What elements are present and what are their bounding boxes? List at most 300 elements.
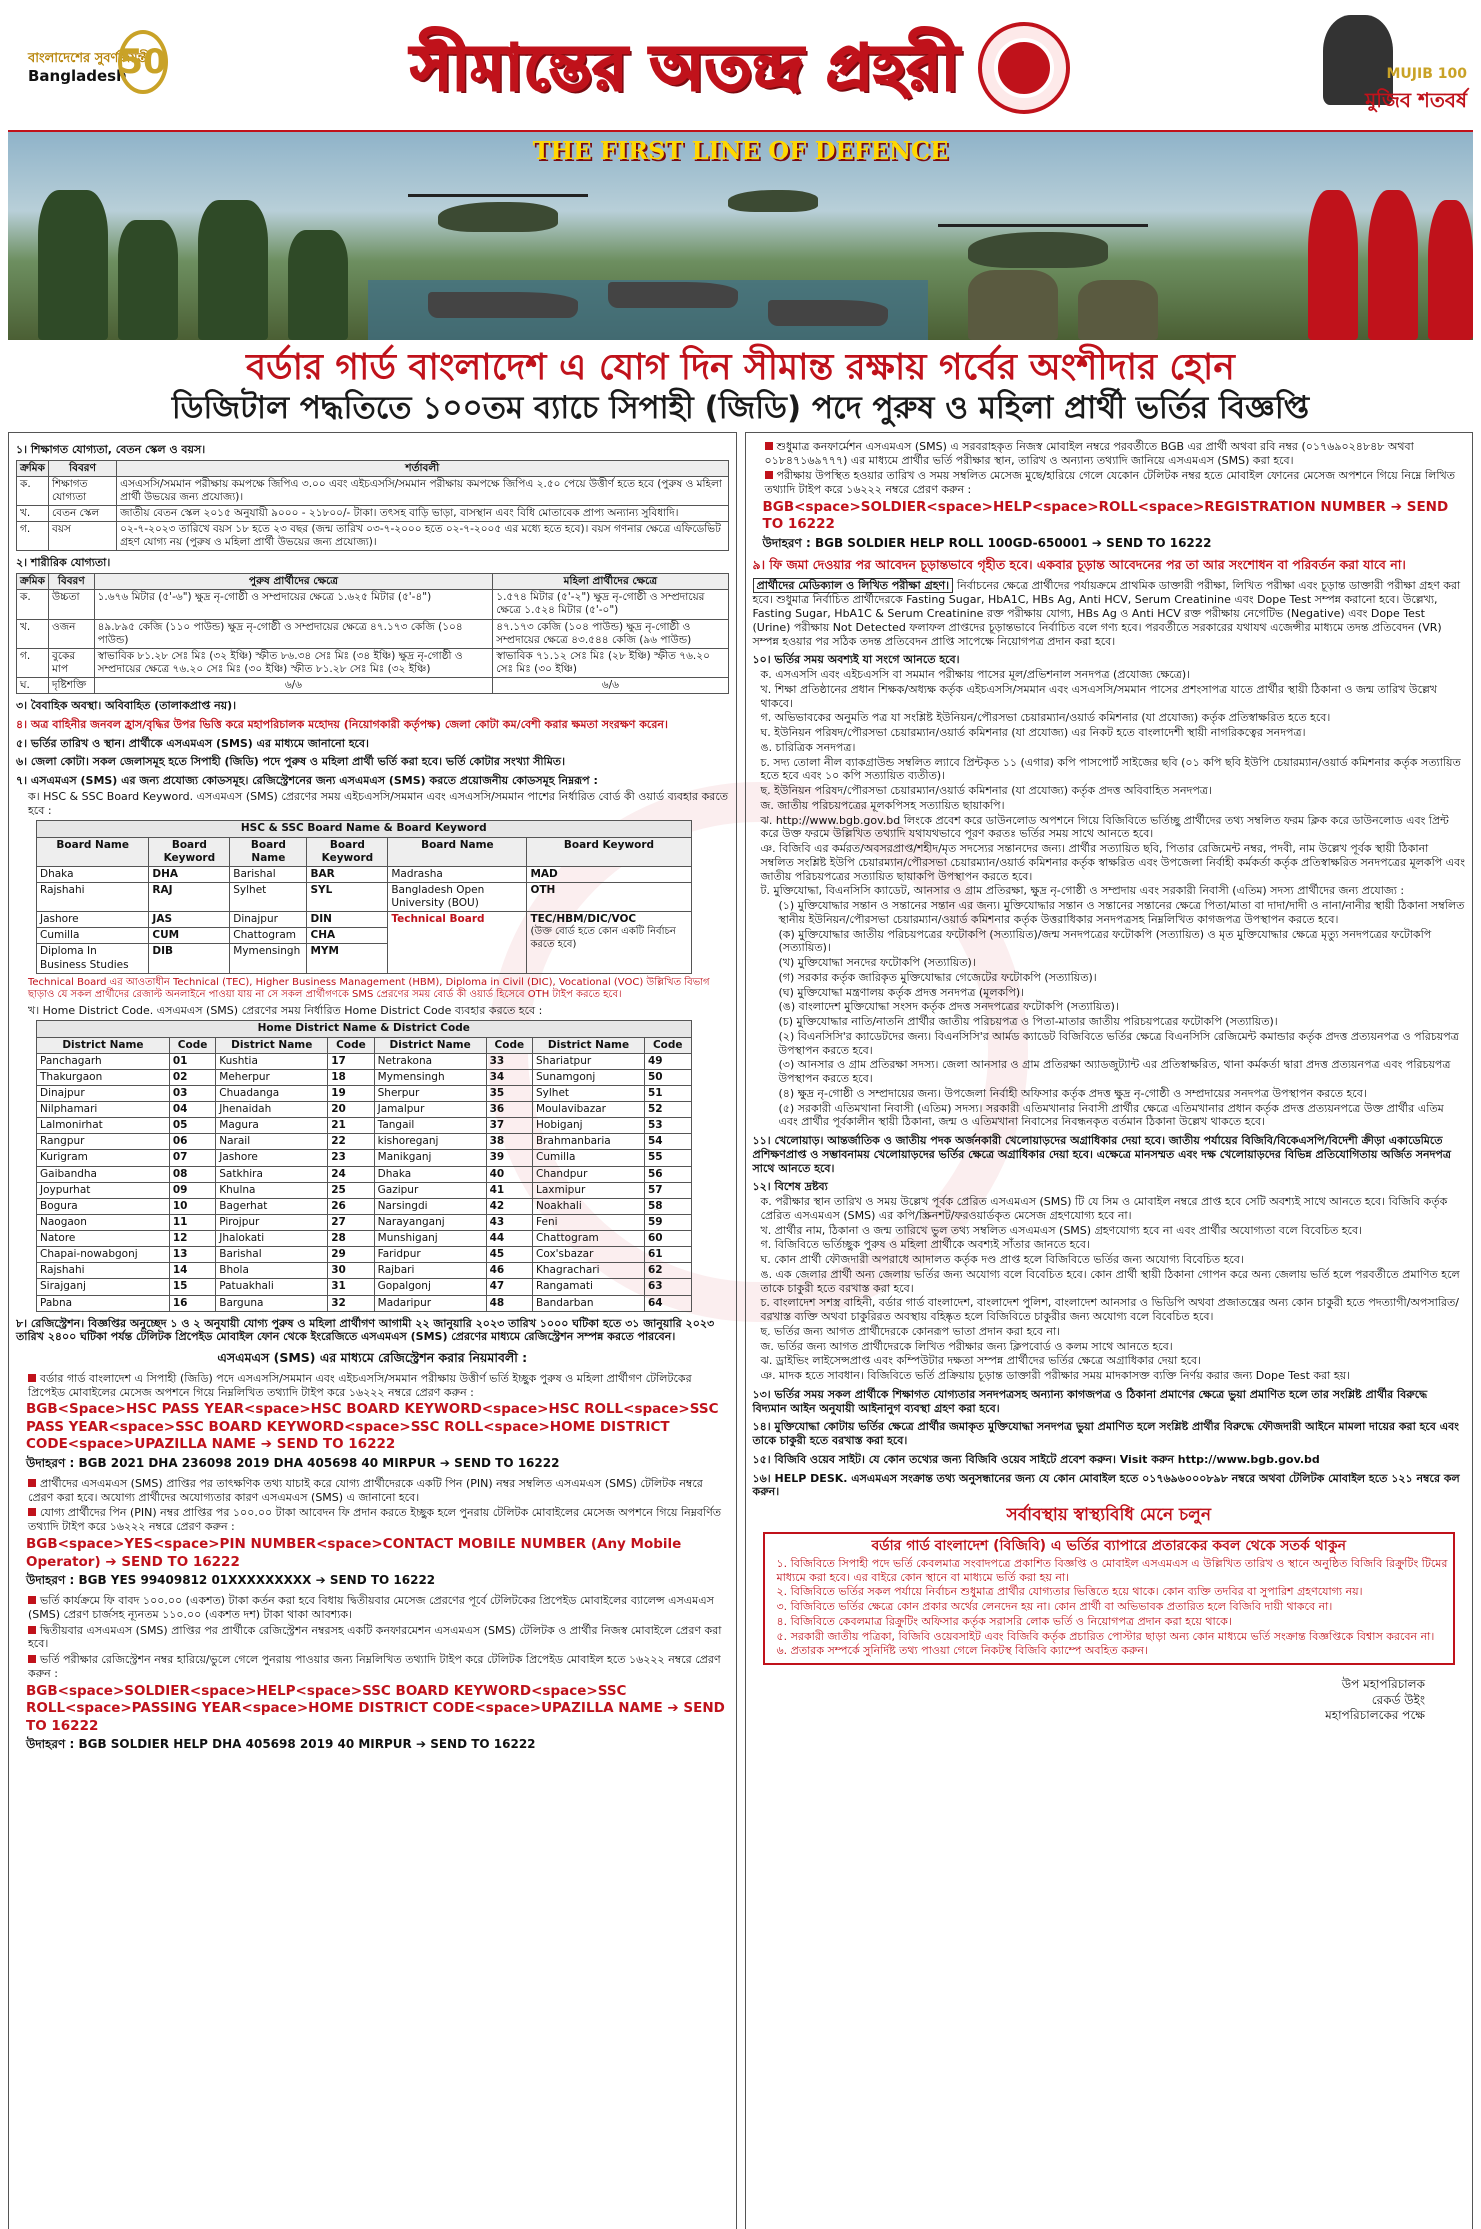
list-item: ছ. ভর্তির জন্য আগত প্রার্থীদেরকে কোনরূপ ভাতা প্রদান করা হবে না। — [760, 1324, 1061, 1338]
list-item: ঙ. এক জেলার প্রার্থী অন্য জেলায় ভর্তির জন্য অযোগ্য বলে বিবেচিত হবে। কোন প্রার্থী স্থায়ী ঠিকানা গোপন করে অন্য জেলায় ভর্তি হলে পরবর্তীতে প্রমাণিত হলে তাকে চাকুরী হতে বরখাস্ত করা হবে। — [760, 1267, 1460, 1295]
table-cell: Moulavibazar — [533, 1102, 645, 1118]
table-header: Code — [328, 1037, 374, 1053]
table-cell: Cumilla — [533, 1150, 645, 1166]
headline-join: বর্ডার গার্ড বাংলাদেশ এ যোগ দিন সীমান্ত রক্ষায় গর্বের অংশীদার হোন — [246, 347, 1235, 388]
list-item: (১) মুক্তিযোদ্ধার সন্তান ও সন্তানের সন্তান এর জন্য। মুক্তিযোদ্ধার সন্তান ও সন্তানের সন্তানের ক্ষেত্রে পিতা/মাতা বা দাদা/দাদী ও নানা/নানীর স্থায়ী ঠিকানা সম্বলিত স্থানীয় ইউনিয়ন/পৌরসভা চেয়ারম্যান/ওয়ার্ড কমিশনার কর্তৃক উত্তরাধিকার সনদপত্রসহ নিম্নলিখিত কাগজপত্র উপস্থাপন করতে হবে। — [778, 899, 1465, 926]
table-cell: 07 — [169, 1150, 215, 1166]
table-cell: Tangail — [374, 1118, 486, 1134]
table-cell: 56 — [644, 1166, 691, 1182]
table-cell: Jashore — [37, 912, 149, 928]
table-cell: স্বাভাবিক ৭১.১২ সেঃ মিঃ (২৮ ইঞ্চি) স্ফীত ৭৬.২০ সেঃ মিঃ (৩০ ইঞ্চি) — [493, 648, 728, 677]
physical-table — [16, 573, 729, 694]
rotor-icon — [408, 194, 588, 197]
table-cell: DIN — [307, 912, 388, 928]
table-header: District Name — [37, 1037, 170, 1053]
table-cell: খ. — [17, 506, 49, 522]
title-wrap — [158, 22, 1323, 114]
table-cell: Diploma In Business Studies — [37, 944, 149, 973]
table-cell: Netrakona — [374, 1053, 486, 1069]
warning-item: ৪. বিজিবিতে কেবলমাত্র রিক্রুটিং অফিসার কর্তৃক সরাসরি লোক ভর্তি ও নিয়োগপত্র প্রদান করা হয়ে থাকে। — [776, 1614, 1232, 1628]
list-item: ক. পরীক্ষার স্থান তারিখ ও সময় উল্লেখ পূর্বক প্রেরিত এসএমএস (SMS) টি যে সিম ও মোবাইল নম্বরে প্রাপ্ত হবে সেটি অবশ্যই সাথে আনতে হবে। বিজিবি কর্তৃক প্রেরিত এসএমএস (SMS) এর কপি/স্ক্রিনশট/ফরওয়ার্ডকৃত মেসেজ গ্রহণযোগ্য হবে না। — [760, 1195, 1448, 1222]
table-cell: 01 — [169, 1053, 215, 1069]
section-14: ১৪। মুক্তিযোদ্ধা কোটায় ভর্তির ক্ষেত্রে প্রার্থীর জমাকৃত মুক্তিযোদ্ধা সনদপত্র ভুয়া প্রমাণিত হলে সংশ্লিষ্ট প্রার্থীর বিরুদ্ধে ফৌজদারী আইনে মামলা দায়ের করা হবে এবং তাকে চাকুরী হতে বরখাস্ত করা হবে। — [752, 1420, 1459, 1448]
table-cell: Magura — [216, 1118, 328, 1134]
rule-text: পরীক্ষায় উপস্থিত হওয়ার তারিখ ও সময় সম্বলিত মেসেজ মুছে/হারিয়ে গেলে যেকোন টেলিটক নম্বর হতে মোবাইল ফোনের মেসেজ অপশনে গিয়ে নিম্নে লিখিত তথ্যাদি টাইপ করে ১৬২২২ নম্বরে প্রেরণ করুন : — [764, 469, 1455, 497]
rule-text: বর্ডার গার্ড বাংলাদেশ এ সিপাহী (জিডি) পদে এসএসসি/সমমান এবং এইচএসসি/সমমান পরীক্ষায় উত্তীর্ণ ভর্তি ইচ্ছুক পুরুষ ও মহিলা প্রার্থীগণ টেলিটকের প্রিপেইড মোবাইলের মেসেজ অপশনে গিয়ে নিম্নলিখিত তথ্যাদি টাইপ করে ১৬২২২ নম্বরে প্রেরণ করুন : — [28, 1371, 692, 1399]
table-cell: 50 — [644, 1069, 691, 1085]
table-cell: ৬/৬ — [94, 678, 493, 694]
table-cell: 25 — [328, 1182, 374, 1198]
list-item: (ঘ) মুক্তিযোদ্ধা মন্ত্রণালয় কর্তৃক প্রদত্ত সনদপত্র (মূলকপি)। — [778, 985, 1025, 999]
list-item: জ. ভর্তির জন্য আগত প্রার্থীদেরকে লিখিত পরীক্ষার জন্য ক্লিপবোর্ড ও কলম সাথে আনতে হবে। — [760, 1339, 1173, 1353]
table-cell: 49 — [644, 1053, 691, 1069]
rule-text: ভর্তি পরীক্ষার রেজিস্ট্রেশন নম্বর হারিয়ে/ভুলে গেলে পুনরায় পাওয়ার জন্য নিম্নলিখিত তথ্যাদি টাইপ করে টেলিটক প্রিপেইড মোবাইল হতে ১৬২২২ নম্বরে প্রেরণ করুন : — [28, 1653, 721, 1680]
rule-text: ভর্তি কার্যক্রমে ফি বাবদ ১০০.০০ (একশত) টাকা কর্তন করা হবে বিধায় দ্বিতীয়বার মেসেজ প্রেরণের পূর্বে টেলিটকের প্রিপেইড মোবাইলের ব্যালেন্স এসএমএস (SMS) প্রেরণ চার্জসহ ন্যূনতম ১১০.০০ (একশত দশ) টাকা থাকা আবশ্যক। — [28, 1594, 714, 1621]
list-item: ঘ. কোন প্রার্থী ফৌজদারী অপরাধে আদালত কর্তৃক দণ্ড প্রাপ্ত হলে বিজিবিতে ভর্তির জন্য অযোগ্য বিবেচিত হবে। — [760, 1253, 1244, 1267]
table-row — [37, 1166, 692, 1182]
table-cell: Patuakhali — [216, 1279, 328, 1295]
fifty-badge: 50 — [118, 30, 168, 94]
section-7: ৭। এসএমএস (SMS) এর জন্য প্রযোজ্য কোডসমূহ। রেজিস্ট্রেশনের জন্য এসএমএস (SMS) করতে প্রয়োজনীয় কোডসমূহ নিম্নরূপ : — [16, 774, 598, 788]
list-item: খ. শিক্ষা প্রতিষ্ঠানের প্রধান শিক্ষক/অধ্যক্ষ কর্তৃক এইচএসসি/সমমান এবং এসএসসি/সমমান পাসের প্রশংসাপত্র যাতে প্রার্থীর স্থায়ী ঠিকানা ও জন্ম তারিখ উল্লেখ থাকবে। — [760, 682, 1438, 710]
headline-circular: ডিজিটাল পদ্ধতিতে ১০০তম ব্যাচে সিপাহী (জিডি) পদে পুরুষ ও মহিলা প্রার্থী ভর্তির বিজ্ঞপ্তি — [171, 390, 1310, 427]
table-cell: 21 — [328, 1118, 374, 1134]
list-item: ঘ. ইউনিয়ন পরিষদ/পৌরসভা চেয়ারম্যান/ওয়ার্ড কমিশনার (যা প্রযোজ্য) এর নিকট হতে বাংলাদেশী স্থায়ী নাগরিকত্বের সনদপত্র। — [760, 726, 1306, 740]
table-cell: ১.৫৭৪ মিটার (৫'-২") ক্ষুদ্র নৃ-গোষ্ঠী ও সম্প্রদায়ের ক্ষেত্রে ১.৫২৪ মিটার (৫'-০") — [493, 590, 728, 619]
table-cell: 48 — [486, 1295, 532, 1311]
mujib-label: মুজিব শতবর্ষ — [1365, 88, 1467, 112]
qualification-table — [16, 460, 729, 552]
table-cell: 36 — [486, 1102, 532, 1118]
table-cell: 31 — [328, 1279, 374, 1295]
table-header: বিবরণ — [48, 460, 116, 476]
section-4: ৪। অত্র বাহিনীর জনবল হ্রাস/বৃদ্ধির উপর ভিত্তি করে মহাপরিচালক মহোদয় (নিয়োগকারী কর্তৃপক্ষ) জেলা কোটা কম/বেশী করার ক্ষমতা সংরক্ষণ করেন। — [16, 717, 668, 731]
section-11: ১১। খেলোয়াড়। আন্তর্জাতিক ও জাতীয় পদক অর্জনকারী খেলোয়াড়দের অগ্রাধিকার দেয়া হবে। জাতীয় পর্যায়ের বিজিবি/বিকেএসপি/বিদেশী ক্রীড়া একাডেমিতে প্রশিক্ষণপ্রাপ্ত ও সম্ভাবনাময় খেলোয়াড়দের ভর্তির ক্ষেত্রে অগ্রাধিকার দেয়া হবে। এক্ষেত্রে মানসম্মত এবং দক্ষ খেলোয়াড়দের বিভিন্ন প্রতিযোগিতায় অর্জিত সনদপত্র সাথে আনতে হবে। — [752, 1134, 1451, 1175]
table-cell: 51 — [644, 1085, 691, 1101]
list-item: চ. বাংলাদেশ সশস্ত্র বাহিনী, বর্ডার গার্ড বাংলাদেশ, বাংলাদেশ পুলিশ, বাংলাদেশ আনসার ও ভিডিপি অথবা প্রজাতন্ত্রের অন্য কোন চাকুরী হতে পদত্যাগী/অপসারিত/বরখাস্ত ব্যক্তি অথবা চাকুরিরত অবস্থায় বহিষ্কৃত হলে বিজিবিতে চাকুরীর জন্য অযোগ্য বলে বিবেচিত হবে। — [760, 1296, 1459, 1324]
table-cell: বুকের মাপ — [48, 648, 94, 677]
section-7a: ক। HSC & SSC Board Keyword. এসএমএস (SMS) প্রেরণের সময় এইচএসসি/সমমান এবং এসএসসি/সমমান পাশের নির্ধারিত বোর্ড কী ওয়ার্ড ব্যবহার করতে হবে : — [28, 789, 728, 817]
page-title: সীমান্তের অতন্দ্র প্রহরী — [410, 31, 961, 105]
table-header: Board Name — [388, 837, 527, 866]
table-cell: Noakhali — [533, 1198, 645, 1214]
tech-keyword: TEC/HBM/DIC/VOC — [530, 913, 637, 926]
table-cell: ৪৯.৮৯৫ কেজি (১১০ পাউন্ড) ক্ষুদ্র নৃ-গোষ্ঠী ও সম্প্রদায়ের ক্ষেত্রে ৪৭.১৭৩ কেজি (১০৪ পাউন্ড) — [94, 619, 493, 648]
table-cell: BAR — [307, 866, 388, 882]
patrol-boat-icon — [608, 282, 738, 308]
board-table-title: HSC & SSC Board Name & Board Keyword — [37, 821, 692, 837]
table-row — [37, 1263, 692, 1279]
table-cell: 19 — [328, 1085, 374, 1101]
table-cell: Narsingdi — [374, 1198, 486, 1214]
table-cell: Barishal — [230, 866, 307, 882]
table-cell: Shariatpur — [533, 1053, 645, 1069]
list-item: (৩) আনসার ও গ্রাম প্রতিরক্ষা সদস্য। জেলা আনসার ও গ্রাম প্রতিরক্ষা অ্যাডজুট্যান্ট এর প্রতিস্বাক্ষরিত, থানা কর্মকর্তা দ্বারা প্রদত্ত প্রত্যয়নপত্র এবং পরিচয়পত্র উপস্থাপন করতে হবে। — [778, 1058, 1451, 1086]
list-item: জ. জাতীয় পরিচয়পত্রের মূলকপিসহ সত্যায়িত ছায়াকপি। — [760, 798, 1005, 812]
table-cell: 55 — [644, 1150, 691, 1166]
section-15: ১৫। বিজিবি ওয়েব সাইট। যে কোন তথ্যের জন্য বিজিবি ওয়েব সাইটে প্রবেশ করুন। Visit করুন http://www.bgb.gov.bd — [752, 1452, 1320, 1466]
rule-text: প্রার্থীদের এসএমএস (SMS) প্রাপ্তির পর তাৎক্ষণিক তথ্য যাচাই করে যোগ্য প্রার্থীদেরকে একটি পিন (PIN) নম্বর সম্বলিত এসএমএস (SMS) টেলিটক নম্বরে প্রেরণ করা হবে। অযোগ্য প্রার্থীদের অযোগ্যতার কারণ এসএমএস (SMS) এ জানানো হবে। — [28, 1476, 703, 1504]
notice-body — [8, 432, 1473, 2229]
table-row — [37, 1295, 692, 1311]
sms-example-help: উদাহরণ : BGB SOLDIER HELP DHA 405698 2019 40 MIRPUR ➔ SEND TO 16222 — [26, 1737, 536, 1752]
header — [8, 6, 1473, 130]
table-cell: Barguna — [216, 1295, 328, 1311]
soldier-icon — [38, 190, 108, 340]
rule-1 — [28, 1372, 729, 1400]
table-header: ক্রমিক — [17, 460, 49, 476]
table-cell: Laxmipur — [533, 1182, 645, 1198]
table-header: District Name — [374, 1037, 486, 1053]
table-cell: Chattogram — [533, 1231, 645, 1247]
table-header: পুরুষ প্রার্থীদের ক্ষেত্রে — [94, 574, 493, 590]
table-cell: Gaibandha — [37, 1166, 170, 1182]
table-cell: Madrasha — [388, 866, 527, 882]
table-cell: Barishal — [216, 1247, 328, 1263]
table-cell: 43 — [486, 1214, 532, 1230]
table-cell: 30 — [328, 1263, 374, 1279]
section-5: ৫। ভর্তির তারিখ ও স্থান। প্রার্থীকে এসএমএস (SMS) এর মাধ্যমে জানানো হবে। — [16, 736, 369, 750]
table-cell: 15 — [169, 1279, 215, 1295]
table-cell: 46 — [486, 1263, 532, 1279]
table-cell: Bogura — [37, 1198, 170, 1214]
list-item: ঙ. চারিত্রিক সনদপত্র। — [760, 740, 856, 754]
table-cell: 52 — [644, 1102, 691, 1118]
table-cell: 62 — [644, 1263, 691, 1279]
warning-item: ১. বিজিবিতে সিপাহী পদে ভর্তি কেবলমাত্র সংবাদপত্রে প্রকাশিত বিজ্ঞপ্তি ও মোবাইল এসএমএস এ উল্লিখিত তারিখ ও স্থানে অনুষ্ঠিত বিজিবি রিক্রুটিং টিমের মাধ্যমে করা হবে। এর বাইরে কোন স্থানে বা মাধ্যমে ভর্তি করা হয় না। — [776, 1556, 1448, 1584]
table-cell: 40 — [486, 1166, 532, 1182]
table-cell: Dinajpur — [37, 1085, 170, 1101]
table-row — [37, 1069, 692, 1085]
section-6: ৬। জেলা কোটা। সকল জেলাসমূহ হতে সিপাহী (জিডি) পদে পুরুষ ও মহিলা প্রার্থী ভর্তি করা হবে। ভর্তি কোটার সংখ্যা সীমিত। — [16, 755, 565, 769]
signature-wing: রেকর্ড উইং — [1371, 1692, 1425, 1707]
table-cell: Bhola — [216, 1263, 328, 1279]
mujib-logo — [1323, 13, 1473, 123]
table-cell: 53 — [644, 1118, 691, 1134]
table-cell: Feni — [533, 1214, 645, 1230]
warning-item: ২. বিজিবিতে ভর্তির সকল পর্যায়ে নির্বাচন শুধুমাত্র প্রার্থীর যোগ্যতার ভিত্তিতে হয়ে থাকে। কোন ব্যক্তি তদবির বা সুপারিশ গ্রহণযোগ্য নয়। — [776, 1585, 1363, 1599]
rotor-icon — [938, 224, 1148, 227]
table-cell: ক. — [17, 590, 49, 619]
table-cell: Mymensingh — [230, 944, 307, 973]
table-cell: Gazipur — [374, 1182, 486, 1198]
table-cell: 37 — [486, 1118, 532, 1134]
table-cell: Natore — [37, 1231, 170, 1247]
table-cell: খ. — [17, 619, 49, 648]
table-cell: ৪৭.১৭৩ কেজি (১০৪ পাউন্ড) ক্ষুদ্র নৃ-গোষ্ঠী ও সম্প্রদায়ের ক্ষেত্রে ৪৩.৫৪৪ কেজি (৯৬ পাউন্ড) — [493, 619, 728, 648]
table-cell: 28 — [328, 1231, 374, 1247]
table-cell: Joypurhat — [37, 1182, 170, 1198]
table-cell: CHA — [307, 928, 388, 944]
rule-5 — [28, 1624, 729, 1652]
table-cell: Sylhet — [533, 1085, 645, 1101]
table-cell: 60 — [644, 1231, 691, 1247]
technical-board-note: Technical Board এর আওতাধীন Technical (TEC), Higher Business Management (HBM), Diploma in Civil (DIC), Vocational (VOC) উল্লিখিত বিভাগ ছাড়াও যে সকল প্রার্থীদের রেজাল্ট অনলাইনে পাওয়া যায় না সে সকল প্রার্থীগণকে SMS প্রেরণের সময় বোর্ড কী ওয়ার্ড হিসেবে OTH টাইপ করতে হবে। — [28, 976, 710, 1001]
table-row — [17, 476, 729, 505]
table-cell: স্বাভাবিক ৮১.২৮ সেঃ মিঃ (৩২ ইঞ্চি) স্ফীত ৮৬.৩৪ সেঃ মিঃ (৩৪ ইঞ্চি) ক্ষুদ্র নৃ-গোষ্ঠী ও সম্প্রদায়ের ক্ষেত্রে ৭৬.২০ সেঃ মিঃ (৩০ ইঞ্চি) স্ফীত ৮১.২৮ সেঃ মিঃ (৩২ ইঞ্চি) — [94, 648, 493, 677]
table-cell: এসএসসি/সমমান পরীক্ষায় কমপক্ষে জিপিএ ৩.০০ এবং এইচএসসি/সমমান পরীক্ষায় কমপক্ষে জিপিএ ২.৫০ পেয়ে উত্তীর্ণ হতে হবে (পুরুষ ও মহিলা প্রার্থী উভয়ের জন্য প্রযোজ্য)। — [117, 476, 728, 505]
table-cell: 18 — [328, 1069, 374, 1085]
table-cell: Rangpur — [37, 1134, 170, 1150]
table-cell: SYL — [307, 882, 388, 911]
table-cell: Gopalgonj — [374, 1279, 486, 1295]
vehicle-icon — [1078, 280, 1158, 340]
signature-title: উপ মহাপরিচালক — [1341, 1677, 1425, 1692]
table-cell: 04 — [169, 1102, 215, 1118]
medical-text: নির্বাচনের ক্ষেত্রে প্রার্থীদের পর্যায়ক্রমে প্রাথমিক ডাক্তারী পরীক্ষা, লিখিত পরীক্ষা এবং চূড়ান্ত ডাক্তারী পরীক্ষা গ্রহণ করা হবে। শুধুমাত্র নির্বাচিত প্রার্থীদেরকে Fasting Sugar, HbA1C, HBs Ag, Anti HCV, Serum Creatinine এবং Dope Test সম্পন্ন করানো হবে। উল্লেখ্য, Fasting Sugar, HbA1C & Serum Creatinine রক্ত পরীক্ষায় যোগ্য, HBs Ag ও Anti HCV রক্ত পরীক্ষায় নেগেটিভ (Negative) এবং Dope Test (Urine) পরীক্ষায় Not Detected ফলাফল প্রাপ্তদের চূড়ান্তভাবে নির্বাচিত বলে গণ্য হবে। পরবর্তীতে সরকারের যথাযথ এজেন্সীর মাধ্যমে তদন্ত প্রতিবেদন (VR) সম্পন্ন হওয়ার পর সঠিক তদন্ত প্রতিবেদন প্রাপ্তি সাপেক্ষে নিয়োগপত্র প্রদান করা হবে। — [752, 578, 1461, 648]
list-item: ছ. ইউনিয়ন পরিষদ/পৌরসভা চেয়ারম্যান/ওয়ার্ড কমিশনার (যা প্রযোজ্য) কর্তৃক প্রদত্ত অবিবাহিত সনদপত্র। — [760, 784, 1212, 798]
table-cell: Meherpur — [216, 1069, 328, 1085]
patrol-boat-icon — [768, 300, 888, 326]
table-cell: 23 — [328, 1150, 374, 1166]
table-cell: Cumilla — [37, 928, 149, 944]
tech-note-small: (উক্ত বোর্ড হতে কোন একটি নির্বাচন করতে হবে) — [530, 926, 676, 950]
list-item: ঞ. বিজিবি এর কর্মরত/অবসরপ্রাপ্ত/শহীদ/মৃত সদস্যের সন্তানদের জন্য। প্রার্থীর সত্যায়িত ছবি, পিতার রেজিমেন্ট নম্বর, পদবী, নাম উল্লেখ পূর্বক স্থায়ী ঠিকানা সম্বলিত সংশ্লিষ্ট ইউপি চেয়ারম্যান/পৌরসভা চেয়ারম্যান/ওয়ার্ড কমিশনার কর্তৃক স্বাক্ষরিত এবং উপজেলা নির্বাহী কর্মকর্তা কর্তৃক প্রতিস্বাক্ষরিত সনদপত্রের মূলকপি এবং জাতীয় পরিচয়পত্রের সত্যায়িত ছায়াকপি উপস্থাপন করতে হবে। — [760, 842, 1465, 883]
warning-item: ৩. বিজিবিতে ভর্তির ক্ষেত্রে কোন প্রকার অর্থের লেনদেন হয় না। কোন প্রার্থী বা অভিভাবক প্রতারিত হলে বিজিবি দায়ী থাকবে না। — [776, 1600, 1333, 1614]
table-cell: Chattogram — [230, 928, 307, 944]
table-cell: গ. — [17, 522, 49, 551]
table-cell: Pirojpur — [216, 1214, 328, 1230]
table-cell: Faridpur — [374, 1247, 486, 1263]
list-item: ক. এসএসসি এবং এইচএসসি বা সমমান পরীক্ষায় পাসের মূল/প্রভিশনাল সনদপত্র (প্রযোজ্য ক্ষেত্রে)। — [760, 668, 1191, 682]
table-cell: 29 — [328, 1247, 374, 1263]
section-16: ১৬। HELP DESK. এসএমএস সংক্রান্ত তথ্য অনুসন্ধানের জন্য যে কোন মোবাইল হতে ০১৭৬৯৬০০০৮৯৮ নম্বরে অথবা টেলিটক মোবাইল হতে ১২১ নম্বরে কল করুন। — [752, 1471, 1460, 1499]
list-item: (গ) সরকার কর্তৃক জারিকৃত মুক্তিযোদ্ধার গেজেটের ফটোকপি (সত্যায়িত)। — [778, 970, 1097, 984]
soldier-icon — [288, 230, 348, 340]
table-header: Board Keyword — [149, 837, 230, 866]
table-cell: 06 — [169, 1134, 215, 1150]
table-cell: JAS — [149, 912, 230, 928]
table-cell: 22 — [328, 1134, 374, 1150]
table-cell: Narail — [216, 1134, 328, 1150]
table-cell: Khagrachari — [533, 1263, 645, 1279]
section-7b: খ। Home District Code. এসএমএস (SMS) প্রেরণের সময় নির্ধারিত Home District Code ব্যবহার করতে হবে : — [28, 1003, 543, 1017]
table-cell: 09 — [169, 1182, 215, 1198]
table-cell: Jamalpur — [374, 1102, 486, 1118]
table-cell: Thakurgaon — [37, 1069, 170, 1085]
sms-format-roll: BGB<space>SOLDIER<space>HELP<space>ROLL<space>REGISTRATION NUMBER ➔ SEND TO 16222 — [762, 498, 1449, 533]
table-cell: 05 — [169, 1118, 215, 1134]
signature-behalf: মহাপরিচালকের পক্ষে — [1325, 1708, 1425, 1723]
table-row — [37, 1279, 692, 1295]
section-3: ৩। বৈবাহিক অবস্থা। অবিবাহিত (তালাকপ্রাপ্ত নয়)। — [16, 699, 237, 713]
district-table-title: Home District Name & District Code — [37, 1021, 692, 1037]
bgb-emblem-icon — [978, 22, 1070, 114]
vehicle-icon — [968, 270, 1058, 340]
list-item: (২) বিএনসিসি'র ক্যাডেটদের জন্য। বিএনসিসি'র আর্মড ক্যাডেট বিজিবিতে ভর্তির ক্ষেত্রে বিএনসিসি রেজিমেন্ট কমান্ডার কর্তৃক প্রদত্ত প্রত্যয়নপত্র ও পরিচয়পত্র উপস্থাপন করতে হবে। — [778, 1029, 1459, 1057]
table-cell: Bagerhat — [216, 1198, 328, 1214]
table-cell: 54 — [644, 1134, 691, 1150]
table-cell: Naogaon — [37, 1214, 170, 1230]
table-cell: 13 — [169, 1247, 215, 1263]
table-cell: MYM — [307, 944, 388, 973]
table-header: মহিলা প্রার্থীদের ক্ষেত্রে — [493, 574, 728, 590]
table-row — [37, 1118, 692, 1134]
sms-format-help: BGB<space>SOLDIER<space>HELP<space>SSC BOARD KEYWORD<space>SSC ROLL<space>PASSING YEAR<space>HOME DISTRICT CODE<space>UPAZILLA NAME ➔ SEND TO 16222 — [26, 1682, 725, 1734]
table-cell: Rangamati — [533, 1279, 645, 1295]
table-cell: 61 — [644, 1247, 691, 1263]
table-row — [37, 1247, 692, 1263]
table-cell: DIB — [149, 944, 230, 973]
table-cell: Sunamgonj — [533, 1069, 645, 1085]
table-cell: Jashore — [216, 1150, 328, 1166]
table-cell: Satkhira — [216, 1166, 328, 1182]
helicopter-icon — [438, 202, 558, 232]
table-cell: 14 — [169, 1263, 215, 1279]
helicopter-icon — [968, 232, 1108, 268]
section-8: ৮। রেজিস্ট্রেশন। বিজ্ঞপ্তির অনুচ্ছেদ ১ ও ২ অনুযায়ী যোগ্য পুরুষ ও মহিলা প্রার্থীগণ আগামী ২২ জানুয়ারি ২০২৩ তারিখ ১০০০ ঘটিকা হতে ৩১ জানুয়ারি ২০২৩ তারিখ ২৪০০ ঘটিকা পর্যন্ত টেলিটক প্রিপেইড মোবাইল ফোন থেকে ইংরেজিতে এসএমএস (SMS) প্রেরণের মাধ্যমে রেজিস্ট্রেশন সম্পন্ন করতে পারবেন। — [16, 1316, 715, 1344]
table-cell: MAD — [527, 866, 691, 882]
table-cell: 16 — [169, 1295, 215, 1311]
table-row — [17, 648, 729, 677]
list-item: ট. মুক্তিযোদ্ধা, বিএনসিসি ক্যাডেট, আনসার ও গ্রাম প্রতিরক্ষা, ক্ষুদ্র নৃ-গোষ্ঠী ও সম্প্রদায় এবং সরকারী নিবাসী (এতিম) সদস্য প্রার্থীদের জন্য প্রযোজ্য : — [760, 884, 1405, 898]
table-header: Code — [644, 1037, 691, 1053]
table-cell: Sirajganj — [37, 1279, 170, 1295]
guard-icon — [1368, 190, 1418, 340]
table-cell: 03 — [169, 1085, 215, 1101]
table-header: District Name — [216, 1037, 328, 1053]
table-cell: Bangladesh Open University (BOU) — [388, 882, 527, 911]
table-cell: বেতন স্কেল — [48, 506, 116, 522]
sms-rules-title: এসএমএস (SMS) এর মাধ্যমে রেজিস্ট্রেশন করার নিয়মাবলী : — [217, 1350, 528, 1366]
list-item: গ. অভিভাবকের অনুমতি পত্র যা সংশ্লিষ্ট ইউনিয়ন/পৌরসভা চেয়ারম্যান/ওয়ার্ড কমিশনার (যা প্রযোজ্য) কর্তৃক প্রতিস্বাক্ষরিত হতে হবে। — [760, 711, 1331, 725]
rule-text: যোগ্য প্রার্থীদের পিন (PIN) নম্বর প্রাপ্তির পর ১০০.০০ টাকা আবেদন ফি প্রদান করতে ইচ্ছুক হলে পুনরায় টেলিটক মোবাইলের মেসেজ অপশনে গিয়ে নিম্নবর্ণিত তথ্যাদি টাইপ করে ১৬২২২ নম্বরে প্রেরণ করুন : — [28, 1506, 721, 1534]
table-cell: ঘ. — [17, 678, 49, 694]
table-cell: Rajbari — [374, 1263, 486, 1279]
soldier-icon — [118, 220, 178, 340]
table-header: শর্তাবলী — [117, 460, 728, 476]
table-cell: Rajshahi — [37, 882, 149, 911]
table-header: Board Name — [230, 837, 307, 866]
table-cell: 63 — [644, 1279, 691, 1295]
table-row — [17, 522, 729, 551]
table-cell: 10 — [169, 1198, 215, 1214]
table-cell: Lalmonirhat — [37, 1118, 170, 1134]
table-cell: 20 — [328, 1102, 374, 1118]
table-cell: দৃষ্টিশক্তি — [48, 678, 94, 694]
left-column — [8, 432, 737, 2229]
list-item: (খ) মুক্তিযোদ্ধা সনদের ফটোকপি (সত্যায়িত)। — [778, 956, 976, 970]
warning-item: ৫. সরকারী জাতীয় পত্রিকা, বিজিবি ওয়েবসাইট এবং বিজিবি কর্তৃক প্রচারিত পোস্টার ছাড়া অন্য কোন মাধ্যমে ভর্তি সংক্রান্ত বিজ্ঞপ্তিকে বিশ্বাস করবেন না। — [776, 1629, 1435, 1643]
table-cell: Pabna — [37, 1295, 170, 1311]
table-row — [37, 882, 692, 911]
table-cell: 24 — [328, 1166, 374, 1182]
table-cell: Panchagarh — [37, 1053, 170, 1069]
table-row — [17, 619, 729, 648]
table-header: Board Name — [37, 837, 149, 866]
table-cell: 02 — [169, 1069, 215, 1085]
table-cell: 11 — [169, 1214, 215, 1230]
table-cell: Jhenaidah — [216, 1102, 328, 1118]
section-9: ৯। ফি জমা দেওয়ার পর আবেদন চূড়ান্তভাবে গৃহীত হবে। একবার চূড়ান্ত আবেদনের পর তা আর সংশোধন বা পরিবর্তন করা যাবে না। — [752, 557, 1406, 573]
table-header: Board Keyword — [527, 837, 691, 866]
list-item: গ. বিজিবিতে ভর্তিচ্ছুক পুরুষ ও মহিলা প্রার্থীকে অবশ্যই সাঁতার জানতে হবে। — [760, 1238, 1090, 1252]
table-cell: CUM — [149, 928, 230, 944]
table-row — [17, 590, 729, 619]
table-cell: ক. — [17, 476, 49, 505]
table-cell: Madaripur — [374, 1295, 486, 1311]
table-cell: Kurigram — [37, 1150, 170, 1166]
section-medical — [753, 578, 1466, 649]
rule-3 — [28, 1506, 729, 1534]
table-cell: ১.৬৭৬ মিটার (৫'-৬") ক্ষুদ্র নৃ-গোষ্ঠী ও সম্প্রদায়ের ক্ষেত্রে ১.৬২৫ মিটার (৫'-৪") — [94, 590, 493, 619]
guard-icon — [1308, 190, 1358, 340]
warning-item: ৬. প্রতারক সম্পর্কে সুনির্দিষ্ট তথ্য পাওয়া গেলে নিকটস্থ বিজিবি ক্যাম্পে অবহিত করুন। — [776, 1644, 1148, 1658]
list-item: খ. প্রার্থীর নাম, ঠিকানা ও জন্ম তারিখে ভুল তথ্য সম্বলিত এসএমএস (SMS) গ্রহণযোগ্য হবে না এবং প্রার্থীর অযোগ্যতা বলে বিবেচিত হবে। — [760, 1223, 1363, 1237]
rule-text: শুধুমাত্র কনফার্মেশন এসএমএস (SMS) এ সরবরাহকৃত নিজস্ব মোবাইল নম্বরে পরবর্তীতে BGB এর প্রার্থী অথবা রবি নম্বর (০১৭৬৯০২৪৮৪৮ অথবা ০১৮৪৭১৬৯৭৭৭) এর মাধ্যমে প্রার্থীর ভর্তি পরীক্ষার স্থান, তারিখ ও অন্যান্য তথ্যাদি জানিয়ে এসএমএস (SMS) করা হবে। — [764, 439, 1414, 467]
table-cell: Chapai-nowabgonj — [37, 1247, 170, 1263]
district-header-row — [37, 1037, 692, 1053]
list-item: ঝ. http://www.bgb.gov.bd লিংকে প্রবেশ করে ডাউনলোড অপশনে গিয়ে বিজিবিতে ভর্তিচ্ছু প্রার্থীদের তথ্য সম্বলিত ফরম ক্লিক করে ডাউনলোড এবং প্রিন্ট করে উক্ত ফরমে উল্লিখিত তথ্যাদি যথাযথভাবে পূরণ করতঃ ভর্তির সময় সাথে আনতে হবে। — [760, 813, 1449, 841]
table-cell: গ. — [17, 648, 49, 677]
rule-2 — [28, 1477, 729, 1505]
table-cell: Nilphamari — [37, 1102, 170, 1118]
signature-block — [753, 1677, 1466, 1724]
fraud-warning-title: বর্ডার গার্ড বাংলাদেশ (বিজিবি) এ ভর্তির ব্যাপারে প্রতারকের কবল থেকে সতর্ক থাকুন — [871, 1538, 1346, 1555]
mujib-100-label: MUJIB 100 — [1386, 65, 1467, 82]
hero-banner — [8, 130, 1473, 340]
table-cell: Jhalokati — [216, 1231, 328, 1247]
table-row — [17, 506, 729, 522]
rule-4 — [28, 1594, 729, 1622]
list-item: (৫) সরকারী এতিমখানা নিবাসী (এতিম) সদস্য। সরকারী এতিমখানার নিবাসী প্রার্থীর ক্ষেত্রে এতিমখানার প্রধান কর্তৃক প্রদত্ত প্রত্যয়নপত্রে উক্ত প্রার্থীর এতিম এবং প্রার্থীর পূর্বকালীন স্থায়ী ঠিকানা, জন্ম ও এতিমখানা নিবাসের নিবন্ধনকৃত বর্তমান ঠিকানা উল্লেখ থাকতে হবে। — [778, 1101, 1444, 1129]
section-10-title: ১০। ভর্তির সময় অবশ্যই যা সংগে আনতে হবে। — [752, 653, 960, 667]
table-cell: 45 — [486, 1247, 532, 1263]
rule-6 — [28, 1653, 729, 1681]
banner-tagline: THE FIRST LINE OF DEFENCE — [532, 136, 949, 165]
list-item: (৪) ক্ষুদ্র নৃ-গোষ্ঠী ও সম্প্রদায়ের জন্য। উপজেলা নির্বাহী অফিসার কর্তৃক প্রদত্ত ক্ষুদ্র নৃ-গোষ্ঠী ও সম্প্রদায়ের সনদপত্র উপস্থাপন করতে হবে। — [778, 1086, 1367, 1100]
golden-jubilee-country: Bangladesh — [28, 66, 127, 85]
table-row — [37, 1053, 692, 1069]
table-cell: Sherpur — [374, 1085, 486, 1101]
table-header: Board Keyword — [307, 837, 388, 866]
table-row — [37, 1231, 692, 1247]
table-cell: Rajshahi — [37, 1263, 170, 1279]
table-row — [37, 866, 692, 882]
table-row — [37, 1198, 692, 1214]
fraud-warning-box — [763, 1532, 1456, 1665]
table-cell: Technical Board — [388, 912, 527, 974]
table-row — [37, 1102, 692, 1118]
table-cell: 27 — [328, 1214, 374, 1230]
sms-example-registration: উদাহরণ : BGB 2021 DHA 236098 2019 DHA 405698 40 MIRPUR ➔ SEND TO 16222 — [26, 1455, 560, 1470]
table-cell: 39 — [486, 1150, 532, 1166]
sms-example-roll: উদাহরণ : BGB SOLDIER HELP ROLL 100GD-650001 ➔ SEND TO 16222 — [762, 536, 1212, 551]
table-cell: ৬/৬ — [493, 678, 728, 694]
list-item: (ঙ) বাংলাদেশ মুক্তিযোদ্ধা সংসদ কর্তৃক প্রদত্ত সনদপত্রের ফটোকপি (সত্যায়িত)। — [778, 1000, 1119, 1014]
table-cell: উচ্চতা — [48, 590, 94, 619]
list-item: (চ) মুক্তিযোদ্ধার নাতি/নাতনি প্রার্থীর জাতীয় পরিচয়পত্র ও পিতা-মাতার জাতীয় পরিচয়পত্রের ফটোকপি (সত্যায়িত)। — [778, 1015, 1278, 1029]
right-column — [745, 432, 1474, 2229]
table-row — [37, 1134, 692, 1150]
table-cell: kishoreganj — [374, 1134, 486, 1150]
table-row — [37, 1085, 692, 1101]
table-cell: Hobiganj — [533, 1118, 645, 1134]
table-cell: 57 — [644, 1182, 691, 1198]
table-cell: 34 — [486, 1069, 532, 1085]
section-1-title: ১। শিক্ষাগত যোগ্যতা, বেতন স্কেল ও বয়স। — [16, 442, 206, 456]
table-row — [37, 1182, 692, 1198]
table-cell: Dhaka — [374, 1166, 486, 1182]
golden-jubilee-text: বাংলাদেশের সুবর্ণজয়ন্তী — [28, 50, 151, 66]
table-cell: 08 — [169, 1166, 215, 1182]
table-cell: 33 — [486, 1053, 532, 1069]
table-cell: ০২-৭-২০২৩ তারিখে বয়স ১৮ হতে ২৩ বছর (জন্ম তারিখ ০৩-৭-২০০০ হতে ০২-৭-২০০৫ এর মধ্যে হতে হবে)। বয়স গণনার ক্ষেত্রে এফিডেভিট গ্রহণ যোগ্য নয় (পুরুষ ও মহিলা প্রার্থী উভয়ের জন্য প্রযোজ্য)। — [117, 522, 728, 551]
sms-format-registration: BGB<Space>HSC PASS YEAR<space>HSC BOARD KEYWORD<space>HSC ROLL<space>SSC PASS YEAR<space>SSC BOARD KEYWORD<space>SSC ROLL<space>HOME DISTRICT CODE<space>UPAZILLA NAME ➔ SEND TO 16222 — [26, 1401, 719, 1453]
table-cell: Sylhet — [230, 882, 307, 911]
section-2-title: ২। শারীরিক যোগ্যতা। — [16, 556, 111, 570]
sms-format-payment: BGB<space>YES<space>PIN NUMBER<space>CONTACT MOBILE NUMBER (Any Mobile Operator) ➔ SEND TO 16222 — [26, 1535, 682, 1570]
